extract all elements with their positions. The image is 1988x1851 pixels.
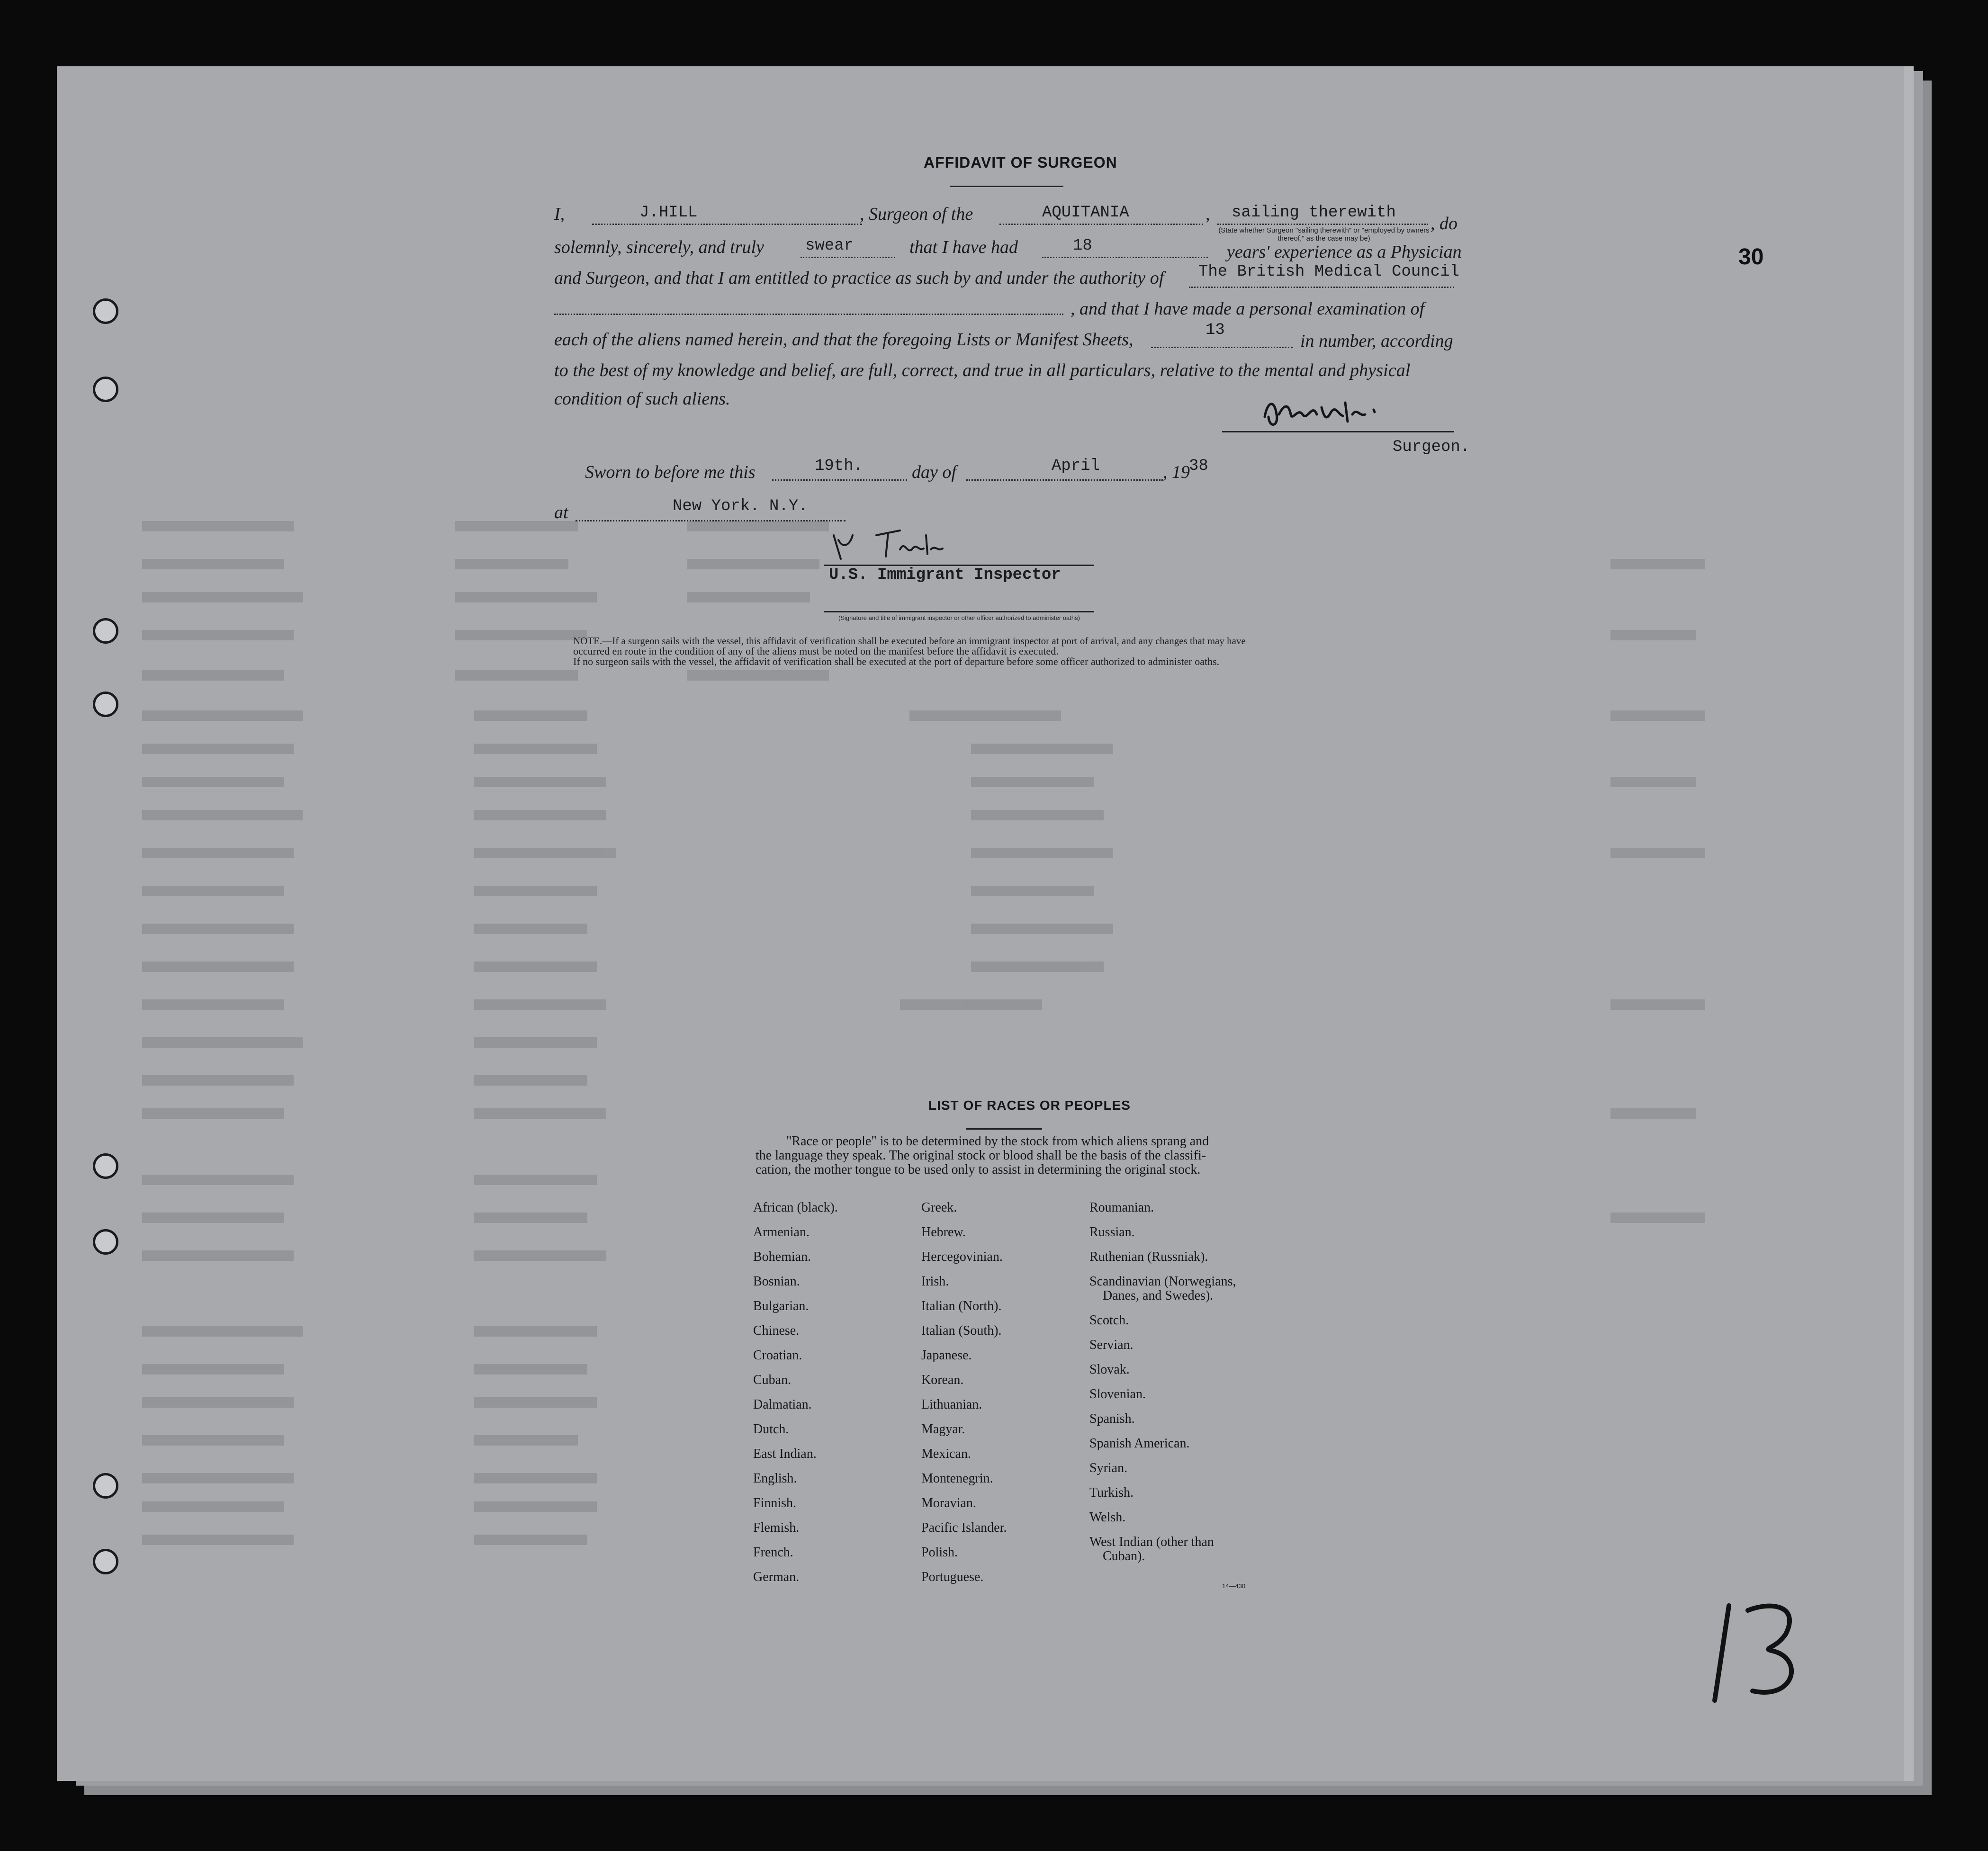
races-intro-2: the language they speak. The original stock or blood shall be the basis of the classifi- [756, 1148, 1206, 1163]
blank-line [999, 224, 1203, 225]
years-experience-value: 18 [1073, 237, 1092, 255]
pronoun: I, [554, 204, 565, 224]
oath-word: swear [805, 237, 854, 255]
race-entry: Flemish. [753, 1520, 800, 1535]
race-entry: Slovak. [1089, 1362, 1130, 1377]
race-entry: Irish. [921, 1274, 949, 1289]
sworn-place: New York. N.Y. [673, 497, 808, 515]
race-entry: Hercegovinian. [921, 1249, 1003, 1264]
blank-line [1217, 224, 1428, 225]
blank-line [592, 224, 862, 225]
race-entry: Spanish. [1089, 1411, 1135, 1426]
race-entry: Japanese. [921, 1348, 972, 1363]
personal-exam-text: , and that I have made a personal examination of [1070, 299, 1425, 319]
inspector-note: (Signature and title of immigrant inspector or other officer authorized to administer oaths) [838, 614, 1080, 621]
race-entry: Armenian. [753, 1225, 810, 1240]
page-number: 30 [1738, 244, 1764, 270]
handwritten-13-glyph [1700, 1591, 1824, 1715]
each-of-text: each of the aliens named herein, and that the foregoing Lists or Manifest Sheets, [554, 330, 1133, 350]
race-entry: French. [753, 1545, 793, 1560]
race-entry: Italian (North). [921, 1299, 1002, 1313]
race-entry: Magyar. [921, 1422, 965, 1437]
race-entry: Korean. [921, 1373, 964, 1387]
sworn-text: Sworn to before me this [585, 462, 756, 482]
race-entry: Danes, and Swedes). [1103, 1288, 1214, 1303]
race-entry: Polish. [921, 1545, 958, 1560]
race-entry: Bulgarian. [753, 1299, 809, 1313]
race-entry: Russian. [1089, 1225, 1135, 1240]
blank-line [772, 479, 907, 481]
race-entry: Mexican. [921, 1447, 971, 1461]
handwritten-sheet-number [1700, 1591, 1824, 1717]
race-entry: West Indian (other than [1089, 1535, 1214, 1549]
race-entry: Pacific Islander. [921, 1520, 1007, 1535]
sworn-year: 38 [1189, 457, 1208, 475]
race-entry: Roumanian. [1089, 1200, 1154, 1215]
sailing-status: sailing therewith [1232, 204, 1396, 222]
comma: , [1205, 204, 1210, 224]
signature-rule [1222, 431, 1454, 432]
in-number-text: in number, according [1300, 331, 1453, 351]
race-entry: Turkish. [1089, 1485, 1134, 1500]
race-entry: Hebrew. [921, 1225, 966, 1240]
inspector-rule-2 [824, 611, 1094, 612]
best-of-text: to the best of my knowledge and belief, are full, correct, and true in all particulars, relative to the mental and physical [554, 360, 1411, 380]
title-rule [950, 186, 1063, 187]
blank-line [966, 479, 1163, 481]
races-title-rule [966, 1128, 1042, 1130]
form-number: 14—430 [1222, 1582, 1246, 1590]
races-intro-3: cation, the mother tongue to be used only to assist in determining the original stock. [756, 1162, 1201, 1177]
sworn-month: April [1052, 457, 1100, 475]
at-text: at [554, 503, 568, 522]
do-text: , do [1430, 214, 1457, 234]
blank-line [1189, 287, 1454, 288]
and-surgeon-text: and Surgeon, and that I am entitled to practice as such by and under the authority of [554, 268, 1164, 288]
ship-name: AQUITANIA [1042, 204, 1129, 222]
race-entry: Scotch. [1089, 1313, 1129, 1328]
race-entry: Spanish American. [1089, 1436, 1190, 1451]
race-entry: Scandinavian (Norwegians, [1089, 1274, 1236, 1289]
race-entry: Montenegrin. [921, 1471, 993, 1486]
race-entry: Bosnian. [753, 1274, 800, 1289]
races-intro-1: "Race or people" is to be determined by the stock from which aliens sprang and [786, 1134, 1209, 1149]
race-entry: Bohemian. [753, 1249, 811, 1264]
inspector-signature [824, 526, 981, 568]
solemnly-text: solemnly, sincerely, and truly [554, 237, 764, 257]
note-line-1: NOTE.—If a surgeon sails with the vessel, this affidavit of verification shall be executed before an immigrant inspector at port of arrival, and any changes that may have [573, 635, 1246, 647]
race-entry: Welsh. [1089, 1510, 1126, 1525]
race-entry: Italian (South). [921, 1323, 1002, 1338]
sworn-day: 19th. [815, 457, 864, 475]
race-entry: Dalmatian. [753, 1397, 812, 1412]
surgeon-signature [1255, 388, 1412, 440]
inspector-title: U.S. Immigrant Inspector [829, 566, 1061, 584]
surgeon-name: J.HILL [639, 204, 698, 222]
race-entry: Slovenian. [1089, 1387, 1146, 1402]
condition-text: condition of such aliens. [554, 389, 730, 409]
blank-line [1151, 347, 1293, 348]
race-entry: Ruthenian (Russniak). [1089, 1249, 1208, 1264]
race-entry: Greek. [921, 1200, 957, 1215]
sheets-count: 13 [1205, 321, 1225, 339]
affidavit-title: AFFIDAVIT OF SURGEON [924, 154, 1117, 171]
races-title: LIST OF RACES OR PEOPLES [928, 1098, 1131, 1113]
race-entry: Finnish. [753, 1496, 797, 1510]
race-entry: Portuguese. [921, 1570, 984, 1584]
year-prefix: , 19 [1163, 462, 1190, 482]
sailing-note: (State whether Surgeon "sailing therewith" or "employed by owners thereof," as the case may be) [1218, 226, 1430, 243]
race-entry: Chinese. [753, 1323, 800, 1338]
race-entry: Servian. [1089, 1338, 1133, 1352]
that-i-have-had-text: that I have had [909, 237, 1018, 257]
day-of-text: day of [912, 462, 956, 482]
blank-line [576, 520, 846, 521]
note-line-2: occurred en route in the condition of any of the aliens must be noted on the manifest before the affidavit is executed. [573, 645, 1059, 657]
surgeon-of-text: , Surgeon of the [860, 204, 973, 224]
race-entry: Dutch. [753, 1422, 789, 1437]
race-entry: African (black). [753, 1200, 838, 1215]
race-entry: Syrian. [1089, 1461, 1128, 1475]
race-entry: English. [753, 1471, 797, 1486]
blank-line [1042, 257, 1208, 258]
race-entry: Cuban. [753, 1373, 792, 1387]
note-line-3: If no surgeon sails with the vessel, the affidavit of verification shall be executed at the port of departure before some officer authorized to administer oaths. [573, 656, 1220, 667]
blank-line [554, 314, 1063, 315]
race-entry: Lithuanian. [921, 1397, 982, 1412]
authority-value: The British Medical Council [1198, 263, 1459, 281]
blank-line [801, 257, 895, 258]
race-entry: Moravian. [921, 1496, 976, 1510]
race-entry: German. [753, 1570, 800, 1584]
race-entry: East Indian. [753, 1447, 817, 1461]
surgeon-label: Surgeon. [1393, 438, 1470, 456]
race-entry: Cuban). [1103, 1549, 1145, 1563]
race-entry: Croatian. [753, 1348, 802, 1363]
years-experience-text: years' experience as a Physician [1227, 242, 1462, 262]
